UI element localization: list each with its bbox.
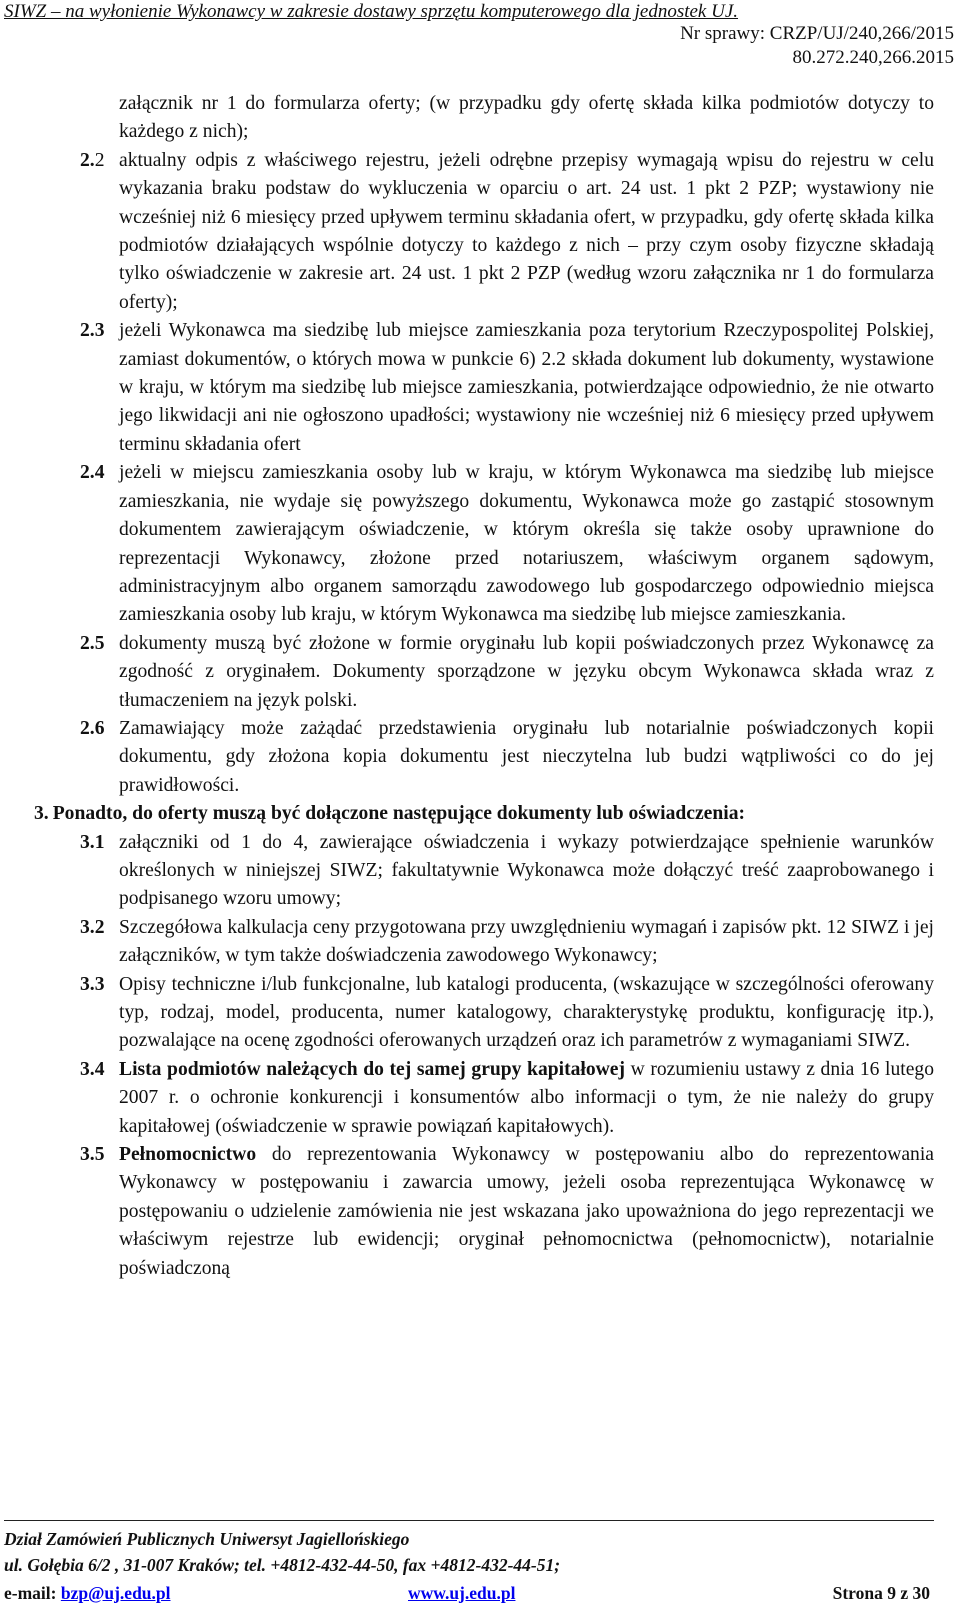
paragraph-2-2 [0,147,960,317]
paragraph-text: jeżeli Wykonawca ma siedzibę lub miejsce zamieszkania poza terytorium Rzeczypospolitej Polskiej, zamiast dokumentów, o których mowa w punkcie 6) 2.2 składa dokument lub dokumenty, wystawione w kraju, w którym ma siedzibę lub miejsce zamieszkania, potwierdzające odpowiednio, że nie otwarto jego likwidacji ani nie ogłoszono upadłości; wystawiony nie wcześniej niż 6 miesięcy przed upływem terminu składania ofert [119,320,934,455]
paragraph-3-1 [0,829,960,914]
paragraph-text: jeżeli w miejscu zamieszkania osoby lub w kraju, w którym Wykonawca ma siedzibę lub miejsce zamieszkania, nie wydaje się powyższego dokumentu, Wykonawca może go zastąpić stosownym dokumentem zawierającym oświadczenie, w którym określa się także osoby uprawnione do reprezentacji Wykonawcy, złożone przed notariuszem, właściwym organem sądowym, administracyjnym albo organem samorządu zawodowego lub gospodarczego odpowiednio miejsca zamieszkania osoby lub kraju, w którym Wykonawca ma siedzibę lub miejsce zamieszkania. [119,462,934,626]
paragraph-text: dokumenty muszą być złożone w formie oryginału lub kopii poświadczonych przez Wykonawcę za zgodność z oryginałem. Dokumenty sporządzone w języku obcym Wykonawca składa wraz z tłumaczeniem na język polski. [119,632,934,711]
paragraph-2-4 [0,459,960,629]
paragraph-bold-lead: Lista podmiotów należących do tej samej grupy kapitałowej [119,1058,626,1080]
footer-divider [4,1520,934,1521]
item-number: 2.6 [80,717,105,739]
paragraph-2-1-continuation [0,90,960,147]
paragraph-text: aktualny odpis z właściwego rejestru, jeżeli odrębne przepisy wymagają wpisu do rejestru w celu wykazania braku podstaw do wykluczenia w oparciu o art. 24 ust. 1 pkt 2 PZP; wystawiony nie wcześniej niż 6 miesięcy przed upływem terminu składania ofert, w przypadku, gdy ofertę składa kilka podmiotów działających wspólnie dotyczy to każdego z nich – przy czym osoby fizyczne składają tylko oświadczenie w zakresie art. 24 ust. 1 pkt 2 PZP (według wzoru załącznika nr 1 do formularza oferty); [119,149,934,313]
paragraph-bold-lead: Pełnomocnictwo [119,1144,257,1166]
footer-contact [4,1581,934,1605]
paragraph-text: w rozumieniu ustawy z dnia 16 lutego 2007 r. o ochronie konkurencji i konsumentów albo informacji o tym, że nie należy do grupy kapitałowej (oświadczenie w sprawie powiązań kapitałowych). [119,1058,934,1137]
page-number: Strona 9 z 30 [832,1583,930,1603]
paragraph-text: załączniki od 1 do 4, zawierające oświadczenia i wykazy potwierdzające spełnienie warunków określonych w niniejszej SIWZ; fakultatywnie Wykonawca może dołączyć treść zaaprobowanego i podpisanego wzoru umowy; [119,831,934,910]
email-label: e-mail: [4,1583,61,1603]
item-number: 2.5 [80,632,105,654]
paragraph-text: Zamawiający może zażądać przedstawienia oryginału lub notarialnie poświadczonych kopii dokumentu, gdy złożona kopia dokumentu jest nieczytelna lub budzi wątpliwości co do jej prawidłowości. [119,717,934,796]
paragraph-3-5 [0,1141,960,1283]
paragraph-text: Szczegółowa kalkulacja ceny przygotowana przy uwzględnieniu wymagań i zapisów pkt. 12 SIWZ i jej załączników, w tym także doświadczenia zawodowego Wykonawcy; [119,916,934,967]
paragraph-text: do reprezentowania Wykonawcy w postępowaniu albo do reprezentowania Wykonawcy w postępowaniu i zawarcia umowy, jeżeli osoba reprezentująca Wykonawcę w postępowaniu o udzielenie zamówienia nie jest wskazana jako upoważniona do jego reprezentacji we właściwym rejestrze lub ewidencji; oryginał pełnomocnictwa (pełnomocnictw), notarialnie poświadczoną [119,1144,934,1279]
item-number: 3.2 [80,916,105,938]
paragraph-2-3 [0,317,960,459]
paragraph-text: Opisy techniczne i/lub funkcjonalne, lub katalogi producenta, (wskazujące w szczególności oferowany typ, rodzaj, model, producenta, numer katalogowy, charakterystykę produktu, konfigurację itp.), pozwalające na ocenę zgodności oferowanych urządzeń oraz ich parametrów z wymaganiami SIWZ. [119,973,934,1052]
footer-department: Dział Zamówień Publicznych Uniwersyt Jagiellońskiego [4,1529,410,1549]
case-number: Nr sprawy: CRZP/UJ/240,266/2015 [680,23,954,44]
document-body [0,90,960,1283]
section-heading: Ponadto, do oferty muszą być dołączone następujące dokumenty lub oświadczenia: [52,803,746,825]
paragraph-3-4 [0,1056,960,1141]
case-code: 80.272.240,266.2015 [792,47,954,68]
section-3-heading [0,800,960,828]
header-title: SIWZ – na wyłonienie Wykonawcy w zakresie dostawy sprzętu komputerowego dla jednostek UJ. [4,1,739,22]
paragraph-text: załącznik nr 1 do formularza oferty; (w przypadku gdy ofertę składa kilka podmiotów dotyczy to każdego z nich); [119,93,934,143]
item-number: 2.4 [80,462,105,484]
paragraph-2-6 [0,715,960,800]
paragraph-2-5 [0,630,960,715]
item-number: 3.3 [80,973,105,995]
item-number: 2.3 [80,320,105,342]
website-link[interactable]: www.uj.edu.pl [408,1583,516,1603]
email-link[interactable]: bzp@uj.edu.pl [60,1583,171,1603]
item-number: 3.5 [80,1144,105,1166]
paragraph-3-2 [0,914,960,971]
item-number: 3.1 [80,831,105,853]
item-number: 2.2 [80,149,105,171]
header-reference [680,22,954,70]
paragraph-3-3 [0,971,960,1056]
item-number: 3.4 [80,1058,105,1080]
section-number: 3. [34,803,49,825]
footer-address: ul. Gołębia 6/2 , 31-007 Kraków; tel. +4812-432-44-50, fax +4812-432-44-51; [4,1555,561,1575]
